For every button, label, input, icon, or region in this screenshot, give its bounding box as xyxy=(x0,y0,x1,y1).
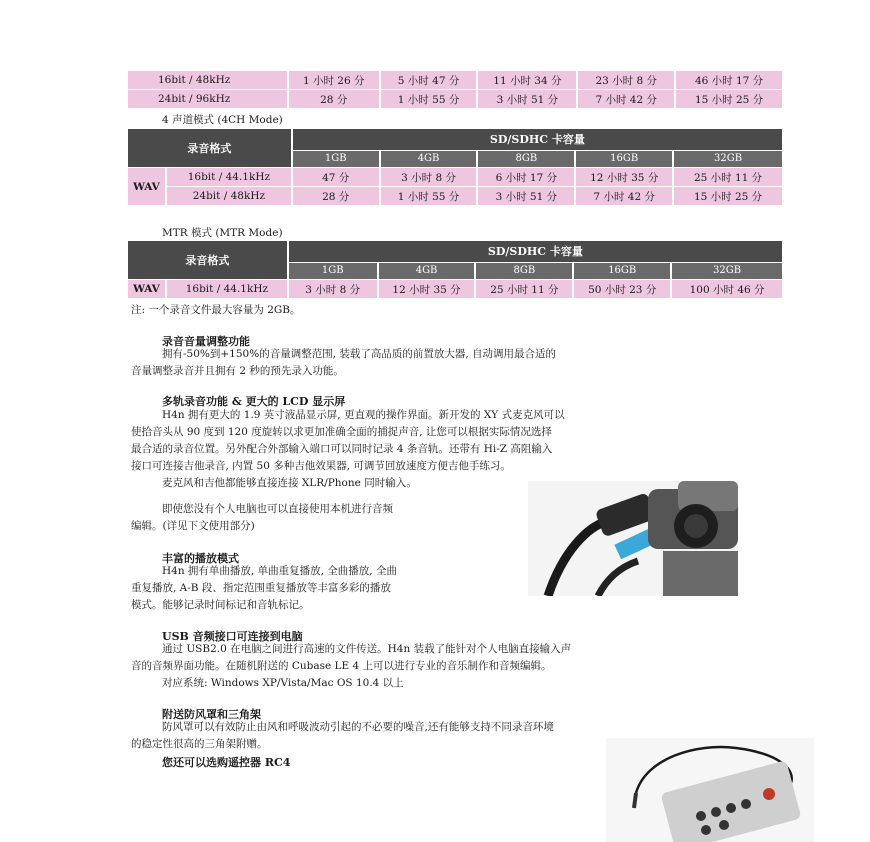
paragraph-line: 接口可连接吉他录音, 内置 50 多种吉他效果器, 可调节回放速度方便吉他手练习。 xyxy=(131,460,511,472)
table-row xyxy=(128,168,783,187)
table-cell: 12 小时 35 分 xyxy=(378,280,476,299)
wav-group-label: WAV xyxy=(128,280,166,299)
size-header: 16GB xyxy=(575,150,673,167)
table-cell: 50 小时 23 分 xyxy=(573,280,671,299)
paragraph-line: 即使您没有个人电脑也可以直接使用本机进行音频 xyxy=(162,503,393,515)
paragraph-line: H4n 拥有更大的 1.9 英寸液晶显示屏, 更直观的操作界面。新开发的 XY 式麦克风可以 xyxy=(162,409,565,421)
format-cell: 16bit / 44.1kHz xyxy=(166,280,288,299)
table-cell: 23 小时 8 分 xyxy=(577,71,675,90)
paragraph-line: 通过 USB2.0 在电脑之间进行高速的文件传送。H4n 装载了能针对个人电脑直接输入声 xyxy=(162,643,572,655)
table-cell: 5 小时 47 分 xyxy=(380,71,478,90)
capacity-header: SD/SDHC 卡容量 xyxy=(288,241,783,262)
format-cell: 16bit / 48kHz xyxy=(128,71,288,90)
table-cell: 6 小时 17 分 xyxy=(477,168,575,187)
table-cell: 28 分 xyxy=(288,90,380,109)
table-cell: 1 小时 26 分 xyxy=(288,71,380,90)
paragraph-line: 的稳定性很高的三角架附赠。 xyxy=(131,738,268,750)
section-title-gain: 录音音量调整功能 xyxy=(162,335,250,348)
size-header: 8GB xyxy=(477,150,575,167)
table-cell: 15 小时 25 分 xyxy=(673,187,783,206)
table-cell: 11 小时 34 分 xyxy=(477,71,577,90)
table-cell: 28 分 xyxy=(292,187,380,206)
table-cell: 3 小时 8 分 xyxy=(380,168,478,187)
table-cell: 3 小时 51 分 xyxy=(477,90,577,109)
capacity-note: 注: 一个录音文件最大容量为 2GB。 xyxy=(131,304,301,316)
table-cell: 12 小时 35 分 xyxy=(575,168,673,187)
paragraph-line: 最合适的录音位置。另外配合外部输入端口可以同时记录 4 条音轨。还带有 Hi-Z 高阻输入 xyxy=(131,443,553,455)
rc4-remote-photo xyxy=(606,738,814,842)
recording-time-table-top xyxy=(128,71,784,109)
format-cell: 16bit / 44.1kHz xyxy=(166,168,292,187)
table-row xyxy=(128,90,783,109)
table-cell: 25 小时 11 分 xyxy=(475,280,573,299)
table-cell: 25 小时 11 分 xyxy=(673,168,783,187)
paragraph-line: 使拾音头从 90 度到 120 度旋转以求更加准确全面的捕捉声音, 让您可以根据实际情况选择 xyxy=(131,426,552,438)
paragraph-line: 对应系统: Windows XP/Vista/Mac OS 10.4 以上 xyxy=(162,677,404,689)
paragraph-line: 模式。能够记录时间标记和音轨标记。 xyxy=(131,599,310,611)
xlr-connector-photo xyxy=(528,481,738,596)
wav-group-label: WAV xyxy=(128,168,166,206)
format-header: 录音格式 xyxy=(128,129,292,168)
size-header: 8GB xyxy=(475,262,573,279)
recording-time-table-4ch xyxy=(128,129,784,206)
table-cell: 1 小时 55 分 xyxy=(380,90,478,109)
paragraph-line: 防风罩可以有效防止由风和呼吸波动引起的不必要的噪音,还有能够支持不同录音环境 xyxy=(162,721,554,733)
size-header: 1GB xyxy=(288,262,378,279)
section-title-windscreen: 附送防风罩和三角架 xyxy=(162,708,261,721)
paragraph-line: 麦克风和吉他都能够直接连接 XLR/Phone 同时输入。 xyxy=(162,477,417,489)
section-title-playback: 丰富的播放模式 xyxy=(162,552,239,565)
section-title-multitrack: 多轨录音功能 & 更大的 LCD 显示屏 xyxy=(162,395,346,408)
table-cell: 47 分 xyxy=(292,168,380,187)
table-cell: 7 小时 42 分 xyxy=(577,90,675,109)
paragraph-line: 重复播放, A-B 段、指定范围重复播放等丰富多彩的播放 xyxy=(131,582,391,594)
capacity-header: SD/SDHC 卡容量 xyxy=(292,129,783,150)
paragraph-line: H4n 拥有单曲播放, 单曲重复播放, 全曲播放, 全曲 xyxy=(162,565,397,577)
size-header: 4GB xyxy=(380,150,478,167)
table-cell: 3 小时 8 分 xyxy=(288,280,378,299)
size-header: 16GB xyxy=(573,262,671,279)
size-header: 32GB xyxy=(673,150,783,167)
table-cell: 3 小时 51 分 xyxy=(477,187,575,206)
table-cell: 100 小时 46 分 xyxy=(671,280,783,299)
paragraph-line: 编辑。(详见下文使用部分) xyxy=(131,520,255,532)
table-caption-4ch: 4 声道模式 (4CH Mode) xyxy=(162,114,283,126)
table-row xyxy=(128,187,783,206)
size-header: 32GB xyxy=(671,262,783,279)
size-header: 1GB xyxy=(292,150,380,167)
paragraph-line: 音的音频界面功能。在随机附送的 Cubase LE 4 上可以进行专业的音乐制作和音频编辑。 xyxy=(131,660,552,672)
table-row xyxy=(128,280,783,299)
format-cell: 24bit / 48kHz xyxy=(166,187,292,206)
table-cell: 15 小时 25 分 xyxy=(675,90,783,109)
format-header: 录音格式 xyxy=(128,241,288,280)
table-row xyxy=(128,71,783,90)
paragraph-line: 音量调整录音并且拥有 2 秒的预先录入功能。 xyxy=(131,365,344,377)
section-title-remote: 您还可以选购遥控器 RC4 xyxy=(162,756,291,769)
section-title-usb: USB 音频接口可连接到电脑 xyxy=(162,630,303,643)
size-header: 4GB xyxy=(378,262,476,279)
table-cell: 1 小时 55 分 xyxy=(380,187,478,206)
format-cell: 24bit / 96kHz xyxy=(128,90,288,109)
table-cell: 7 小时 42 分 xyxy=(575,187,673,206)
table-cell: 46 小时 17 分 xyxy=(675,71,783,90)
paragraph-line: 拥有-50%到+150%的音量调整范围, 装载了高品质的前置放大器, 自动调用最合适的 xyxy=(162,348,557,360)
table-caption-mtr: MTR 模式 (MTR Mode) xyxy=(162,227,283,239)
recording-time-table-mtr xyxy=(128,241,784,299)
